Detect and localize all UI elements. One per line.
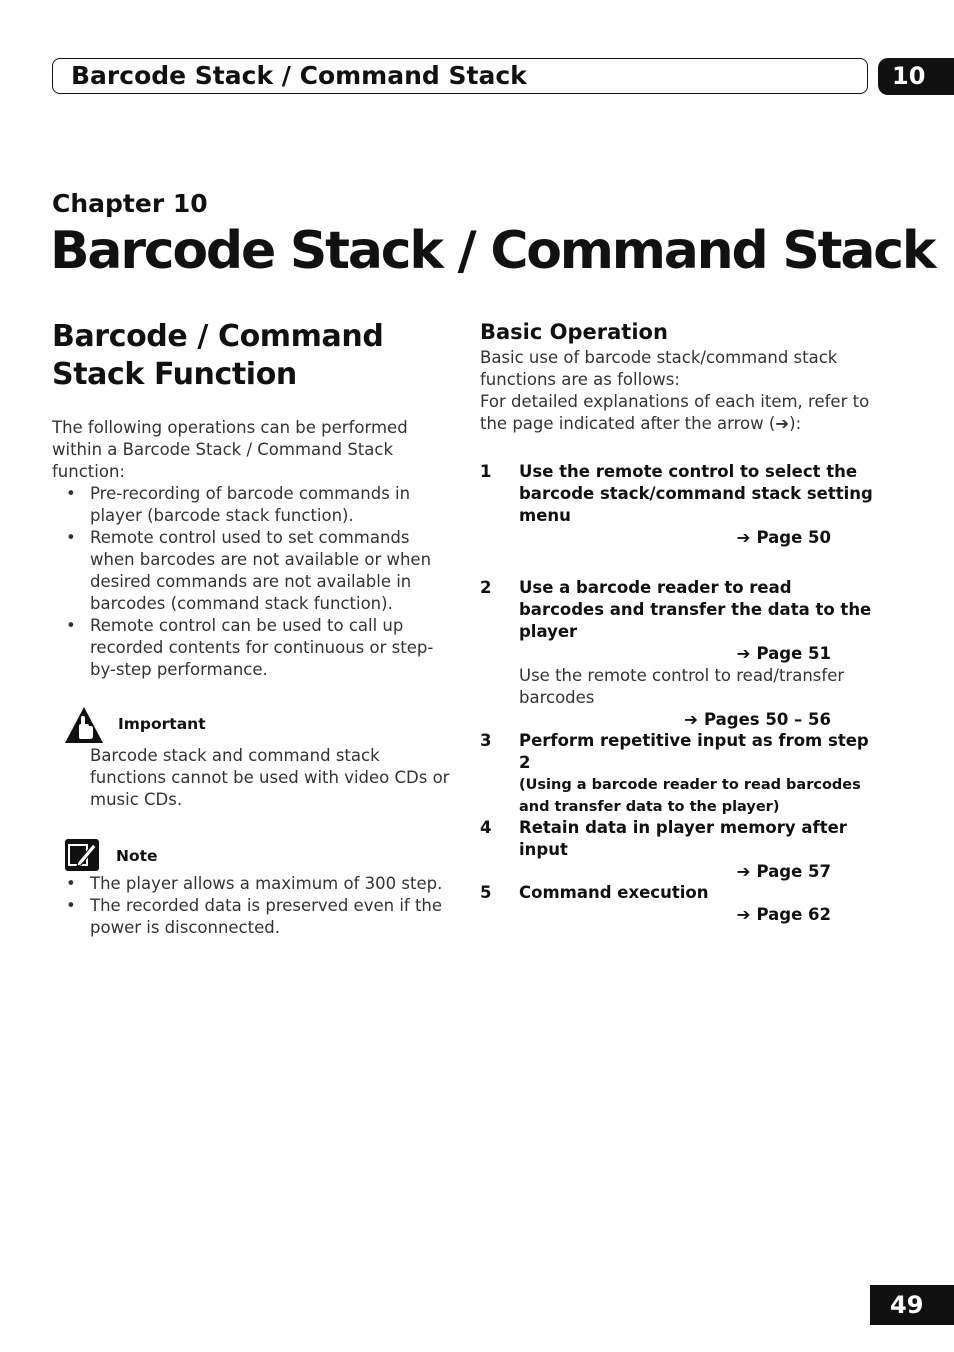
header-title: Barcode Stack / Command Stack xyxy=(71,61,527,90)
hand-warning-icon xyxy=(64,706,104,744)
list-item: • The recorded data is preserved even if the power is disconnected. xyxy=(52,895,452,939)
basic-operation-intro xyxy=(480,347,880,435)
feature-list xyxy=(52,483,452,681)
intro-line-1: Basic use of barcode stack/command stack functions are as follows: xyxy=(480,348,838,389)
important-label: Important xyxy=(118,715,206,733)
step-number: 1 xyxy=(480,462,492,481)
page-number: 49 xyxy=(870,1285,954,1325)
note-list xyxy=(52,873,452,939)
page-ref-text: Page 50 xyxy=(756,528,831,547)
list-item: • Pre-recording of barcode commands in player (barcode stack function). xyxy=(52,483,452,527)
page-ref-text: Pages 50 – 56 xyxy=(703,710,831,729)
step-title: Use the remote control to select the barcode stack/command stack setting menu xyxy=(519,462,873,525)
step-1 xyxy=(480,461,880,549)
basic-operation-heading: Basic Operation xyxy=(480,320,668,344)
header-bar xyxy=(52,58,868,94)
page-reference xyxy=(519,861,831,883)
page-reference xyxy=(519,904,831,926)
step-3 xyxy=(480,730,880,818)
step-title: Retain data in player memory after input xyxy=(519,818,847,859)
important-text: Barcode stack and command stack functions cannot be used with video CDs or music CDs. xyxy=(90,746,450,809)
note-label: Note xyxy=(116,847,158,865)
intro-line-2: For detailed explanations of each item, refer to the page indicated after the arrow (➔): xyxy=(480,392,870,433)
list-item: • Remote control used to set commands when barcodes are not available or when desired commands are not available in barcodes (command stack function). xyxy=(52,527,452,615)
step-number: 3 xyxy=(480,731,492,750)
step-number: 4 xyxy=(480,818,492,837)
arrow-right-icon: ➔ xyxy=(736,528,751,547)
page-reference xyxy=(519,527,831,549)
intro-paragraph: The following operations can be performed within a Barcode Stack / Command Stack function: xyxy=(52,418,408,481)
chapter-tab: 10 xyxy=(878,58,954,95)
page-ref-text: Page 51 xyxy=(756,644,831,663)
page-ref-text: Page 57 xyxy=(756,862,831,881)
step-2 xyxy=(480,577,880,731)
step-title: Command execution xyxy=(519,883,709,902)
chapter-title: Barcode Stack / Command Stack xyxy=(50,221,935,281)
step-number: 2 xyxy=(480,578,492,597)
step-subtitle: (Using a barcode reader to read barcodes and transfer data to the player) xyxy=(519,777,861,815)
arrow-right-icon: ➔ xyxy=(736,862,751,881)
step-title: Use a barcode reader to read barcodes and transfer the data to the player xyxy=(519,578,872,641)
page-ref-text: Page 62 xyxy=(756,905,831,924)
arrow-right-icon: ➔ xyxy=(736,644,751,663)
step-4 xyxy=(480,817,880,883)
step-title: Perform repetitive input as from step 2 xyxy=(519,731,869,772)
chapter-label: Chapter 10 xyxy=(52,189,208,218)
arrow-right-icon: ➔ xyxy=(684,710,698,729)
pencil-note-icon xyxy=(64,838,100,872)
step-5 xyxy=(480,882,880,926)
list-item: • Remote control can be used to call up recorded contents for continuous or step-by-step performance. xyxy=(52,615,452,681)
arrow-right-icon: ➔ xyxy=(736,905,751,924)
page-reference xyxy=(519,643,831,665)
step-number: 5 xyxy=(480,883,492,902)
list-item: • The player allows a maximum of 300 step. xyxy=(52,873,452,895)
page-reference xyxy=(519,709,831,731)
section-heading: Barcode / Command Stack Function xyxy=(52,319,384,392)
step-description: Use the remote control to read/transfer barcodes xyxy=(519,666,845,707)
